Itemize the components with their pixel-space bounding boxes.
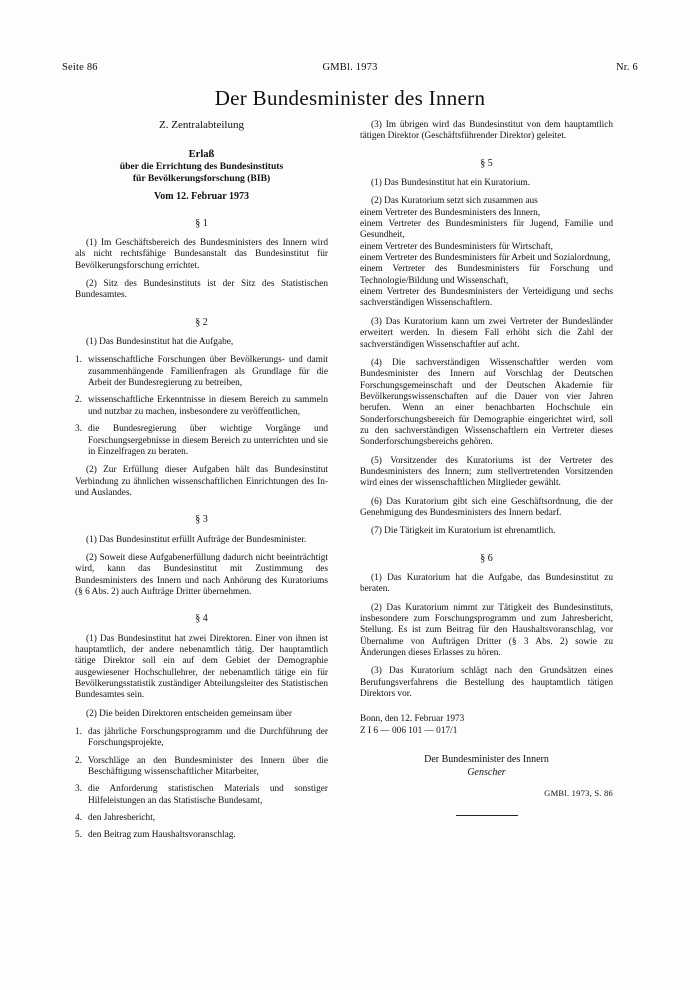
section-5-paragraph-7: (7) Die Tätigkeit im Kuratorium ist ehrenamtlich. [371, 526, 556, 537]
section-5-paragraph-2-intro: (2) Das Kuratorium setzt sich zusammen aus [371, 196, 538, 207]
decree-heading [75, 149, 328, 185]
list-item: einem Vertreter des Bundesministers des Innern, [360, 207, 541, 218]
right-column [360, 120, 613, 816]
section-5-paragraph-3: (3) Das Kuratorium kann um zwei Vertreter der Bundesländer erweitert werden. In diesem Fall erhöht sich die Zahl der sachverständigen Wissenschaftler auf acht. [360, 316, 613, 350]
signature-reference: Z I 6 — 006 101 — 017/1 [360, 726, 458, 737]
signature-name: Genscher [467, 766, 506, 778]
section-5-paragraph-5: (5) Vorsitzender des Kuratoriums ist der Vertreter des Bundesministers des Innern; zum stellvertretenden Vorsitzenden wird eines der wissenschaftlichen Mitglieder gewählt. [360, 455, 613, 489]
issue-number: Nr. 6 [616, 62, 638, 73]
list-marker: 4. [75, 813, 82, 824]
list-item-text: die Bundesregierung über wichtige Vorgänge und Forschungsergebnisse in diesem Bereich zu unterrichten und sie in Einzelfragen zu beraten. [88, 424, 328, 457]
signature-minister-line: Der Bundesminister des Innern [424, 753, 549, 765]
signature-block [360, 714, 613, 816]
decree-subtitle-line2: für Bevölkerungsforschung (BIB) [132, 173, 271, 185]
section-5-paragraph-1: (1) Das Bundesinstitut hat ein Kuratorium. [371, 178, 531, 189]
list-marker: 2. [75, 395, 82, 406]
list-item-text: wissenschaftliche Forschungen über Bevölkerungs- und damit zusammenhängende Familienfragen als Grundlage für die Arbeit der Bundesregierung zu betreiben, [88, 355, 328, 389]
section-1-paragraph-1: (1) Im Geschäftsbereich des Bundesministers des Innern wird als nicht rechtsfähige Bundesanstalt das Bundesinstitut für Bevölkerungsforschung errichtet. [75, 238, 328, 271]
section-3-paragraph-2: (2) Soweit diese Aufgabenerfüllung dadurch nicht beeinträchtigt wird, kann das Bundesinstitut mit Zustimmung des Bundesministers des Innern und nach Anhörung des Kuratoriums (§ 6 Abs. 2) auch Aufträge Dritter übernehmen. [75, 552, 328, 597]
list-item-text: die Anforderung statistischen Materials und sonstiger Hilfeleistungen an das Statistische Bundesamt, [88, 784, 328, 806]
list-marker: 3. [75, 424, 82, 435]
section-5-paragraph-6: (6) Das Kuratorium gibt sich eine Geschäftsordnung, die der Genehmigung des Bundesministers des Innern bedarf. [360, 496, 613, 518]
list-item [75, 756, 328, 779]
section-2-paragraph-2: (2) Zur Erfüllung dieser Aufgaben hält das Bundesinstitut Verbindung zu ähnlichen wissenschaftlichen Einrichtungen des In- und Auslandes. [75, 465, 328, 498]
left-column [75, 120, 328, 849]
list-marker: 1. [75, 355, 82, 366]
list-marker: 3. [75, 784, 82, 795]
list-item [75, 813, 328, 824]
gazette-citation: GMBl. 1973, S. 86 [544, 787, 613, 798]
signature-authority [360, 753, 613, 779]
decree-date: Vom 12. Februar 1973 [154, 191, 249, 203]
section-3-heading: § 3 [195, 514, 208, 526]
section-6-paragraph-2: (2) Das Kuratorium nimmt zur Tätigkeit des Bundesinstituts, insbesondere zum Forschungsprogramm und zum Jahresbericht, Stellung. Es ist zum Beitrag für den Haushaltsvoranschlag, vor Übernahme von Aufträgen Dritter (§ 3 Abs. 2) sowie zu Änderungen dieses Erlasses zu hören. [360, 602, 613, 659]
list-item-text: wissenschaftliche Erkenntnisse in diesem Bereich zu sammeln und nutzbar zu machen, insbesondere zu veröffentlichen, [88, 395, 328, 417]
list-item [75, 830, 328, 841]
list-item: einem Vertreter des Bundesministers der Verteidigung und sechs sachverständigen Wissenschaftlern. [360, 287, 613, 309]
section-6-paragraph-1: (1) Das Kuratorium hat die Aufgabe, das Bundesinstitut zu beraten. [360, 573, 613, 595]
decree-label: Erlaß [188, 149, 215, 161]
kuratorium-member-list [360, 208, 613, 310]
list-marker: 2. [75, 755, 82, 766]
section-6-paragraph-3: (3) Das Kuratorium schlägt nach den Grundsätzen eines Berufungsverfahrens die Bestellung des hauptamtlich tätigen Direktors vor. [360, 666, 613, 700]
list-item-text: den Beitrag zum Haushaltsvoranschlag. [88, 830, 236, 841]
list-item [75, 355, 328, 389]
list-item: einem Vertreter des Bundesministers für Forschung und Technologie/Bildung und Wissenschaft, [360, 264, 613, 286]
list-item-text: das jährliche Forschungsprogramm und die Durchführung der Forschungsprojekte, [88, 727, 328, 749]
section-4-paragraph-1: (1) Das Bundesinstitut hat zwei Direktoren. Einer von ihnen ist hauptamtlich, der andere nebenamtlich tätig. Der hauptamtlich tätige Direktor soll ein auf dem Gebiet der Demographie ausgewiesener Hochschullehrer, der nebenamtlich tätige ein für Bevölkerungsstatistik zuständiger Abteilungsleiter des Statistischen Bundesamtes sein. [75, 633, 328, 701]
section-4-paragraph-3: (3) Im übrigen wird das Bundesinstitut von dem hauptamtlich tätigen Direktor (Geschäftsführender Direktor) geleitet. [360, 120, 613, 142]
list-item [75, 424, 328, 458]
signature-place-date: Bonn, den 12. Februar 1973 [360, 714, 465, 725]
section-6-heading: § 6 [480, 552, 493, 564]
list-item: einem Vertreter des Bundesministers für Jugend, Familie und Gesundheit, [360, 219, 613, 241]
end-rule-divider [456, 815, 518, 816]
list-item-text: Vorschläge an den Bundesminister des Innern über die Beschäftigung wissenschaftlicher Mitarbeiter, [88, 755, 328, 778]
section-5-heading: § 5 [480, 157, 493, 169]
gazette-title: GMBl. 1973 [322, 62, 378, 73]
section-3-paragraph-1: (1) Das Bundesinstitut erfüllt Aufträge der Bundesminister. [86, 534, 307, 545]
running-head [62, 62, 638, 76]
section-4-heading: § 4 [195, 613, 208, 625]
list-item [75, 784, 328, 807]
section-2-heading: § 2 [195, 316, 208, 328]
list-item [75, 395, 328, 418]
list-item [75, 727, 328, 750]
list-item-text: den Jahresbericht, [88, 813, 156, 824]
section-4-list [75, 727, 328, 842]
list-marker: 5. [75, 830, 82, 841]
list-item: einem Vertreter des Bundesministers für Wirtschaft, [360, 241, 553, 252]
section-4-paragraph-2: (2) Die beiden Direktoren entscheiden gemeinsam über [86, 708, 293, 719]
list-item: einem Vertreter des Bundesministers für Arbeit und Sozialordnung, [360, 253, 611, 264]
section-2-list [75, 355, 328, 458]
section-2-paragraph-1: (1) Das Bundesinstitut hat die Aufgabe, [86, 337, 234, 348]
page-number-left: Seite 86 [62, 62, 98, 73]
page-title: Der Bundesminister des Innern [214, 86, 486, 110]
department-label: Z. Zentralabteilung [159, 119, 244, 131]
decree-subtitle-line1: über die Errichtung des Bundesinstituts [119, 161, 284, 173]
section-1-paragraph-2: (2) Sitz des Bundesinstituts ist der Sitz des Statistischen Bundesamtes. [75, 279, 328, 301]
list-marker: 1. [75, 727, 82, 738]
section-1-heading: § 1 [195, 217, 208, 229]
section-5-paragraph-4: (4) Die sachverständigen Wissenschaftler werden vom Bundesminister des Innern auf Vorschlag der Deutschen Forschungsgemeinschaft und der Deutschen Akademie für Bevölkerungswissenschaften auf die Dauer von vier Jahren berufen. Wenn an einer benachbarten Hochschule ein Sonderforschungsbereich für Demographie eingerichtet wird, soll zu den sachverständigen Wissenschaftlern ein Vertreter dieses Sonderforschungsbereichs gehören. [360, 357, 613, 448]
